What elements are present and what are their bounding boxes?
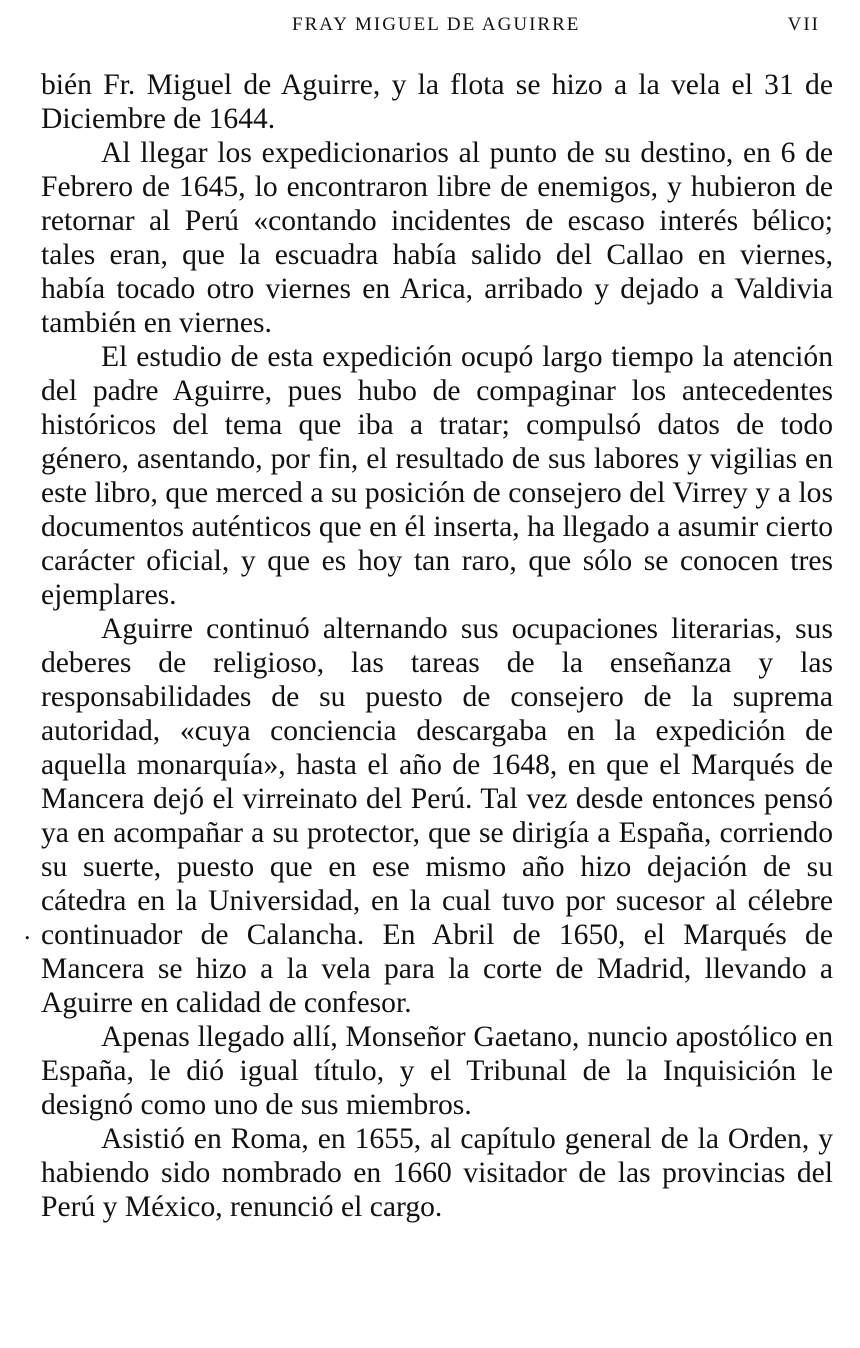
paragraph-arrival: Al llegar los expedicionarios al punto de su destino, en 6 de Febrero de 1645, lo encontraron libre de enemigos, y hubieron de retornar al Perú «contando incidentes de escaso interés bélico; tales eran, que la escuadra había salido del Callao en viernes, había tocado otro viernes en Arica, arribado y dejado a Valdivia también en viernes.: [41, 137, 833, 339]
paragraph-career: Aguirre continuó alternando sus ocupaciones literarias, sus deberes de religioso, las tareas de la enseñanza y las responsabilidades de su puesto de consejero de la suprema autoridad, «cuya conciencia descargaba en la expedición de aquella monarquía», hasta el año de 1648, en que el Marqués de Mancera dejó el virreinato del Perú. Tal vez desde entonces pensó ya en acompañar a su protector, que se dirigía a España, corriendo su suerte, puesto que en ese mismo año hizo dejación de su cátedra en la Universidad, en la cual tuvo por sucesor al célebre continuador de Calancha. En Abril de 1650, el Marqués de Mancera se hizo a la vela para la corte de Madrid, llevando a Aguirre en calidad de confesor.: [41, 613, 833, 1019]
running-title: FRAY MIGUEL DE AGUIRRE: [292, 14, 581, 35]
paragraph-rome: Asistió en Roma, en 1655, al capítulo general de la Orden, y habiendo sido nombrado en 1660 visitador de las provincias del Perú y México, renunció el cargo.: [41, 1123, 833, 1223]
page-number: VII: [787, 14, 820, 35]
running-head: [40, 8, 820, 38]
body-text: [41, 68, 833, 1224]
margin-mark: .: [24, 916, 31, 945]
paragraph-continuation: bién Fr. Miguel de Aguirre, y la flota se hizo a la vela el 31 de Diciembre de 1644.: [41, 69, 833, 135]
paragraph-madrid: Apenas llegado allí, Monseñor Gaetano, nuncio apostólico en España, le dió igual título, y el Tribunal de la Inquisición le designó como uno de sus miembros.: [41, 1021, 833, 1121]
paragraph-study: El estudio de esta expedición ocupó largo tiempo la atención del padre Aguirre, pues hubo de compaginar los antecedentes históricos del tema que iba a tratar; compulsó datos de todo género, asentando, por fin, el resultado de sus labores y vigilias en este libro, que merced a su posición de consejero del Virrey y a los documentos auténticos que en él inserta, ha llegado a asumir cierto carácter oficial, y que es hoy tan raro, que sólo se conocen tres ejemplares.: [41, 341, 833, 611]
